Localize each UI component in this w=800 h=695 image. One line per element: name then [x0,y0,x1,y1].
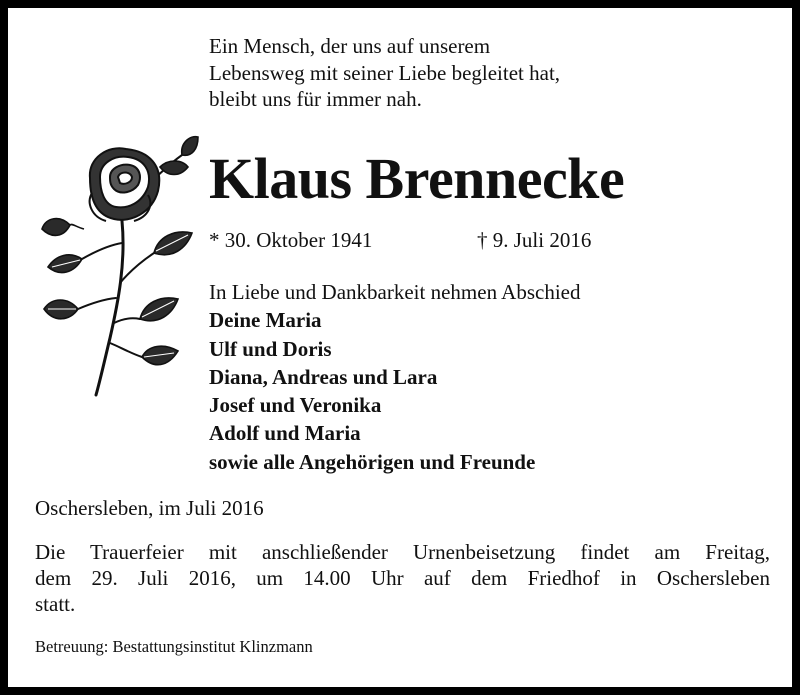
quote-line: bleibt uns für immer nah. [209,87,422,111]
mourners-block [209,278,580,476]
notice-line: dem 29. Juli 2016, um 14.00 Uhr auf dem Friedhof in Oschersleben [35,566,770,590]
service-provider: Betreuung: Bestattungsinstitut Klinzmann [35,637,313,656]
quote-line: Ein Mensch, der uns auf unserem [209,34,491,58]
funeral-notice [35,539,770,617]
mourner-name: Adolf und Maria [209,421,361,446]
mourners-intro: In Liebe und Dankbarkeit nehmen Abschied [209,280,581,304]
mourner-name: Josef und Veronika [209,393,382,418]
quote-line: Lebensweg mit seiner Liebe begleitet hat, [209,60,561,85]
notice-line: statt. [35,592,76,616]
notice-line: Die Trauerfeier mit anschließender Urnenbeisetzung findet am Freitag, [35,540,770,564]
mourner-name: sowie alle Angehörigen und Freunde [209,449,536,474]
place-and-date: Oschersleben, im Juli 2016 [35,496,264,520]
opening-quote [209,33,560,113]
mourner-name: Ulf und Doris [209,336,332,361]
rose-illustration-icon [30,133,200,398]
life-dates [209,226,592,254]
birth-date: * 30. Oktober 1941 [209,228,373,252]
mourner-name: Diana, Andreas und Lara [209,364,438,389]
obituary-card [8,8,792,687]
mourner-name: Deine Maria [209,308,322,333]
death-date: † 9. Juli 2016 [477,228,592,252]
deceased-name: Klaus Brennecke [209,146,625,211]
